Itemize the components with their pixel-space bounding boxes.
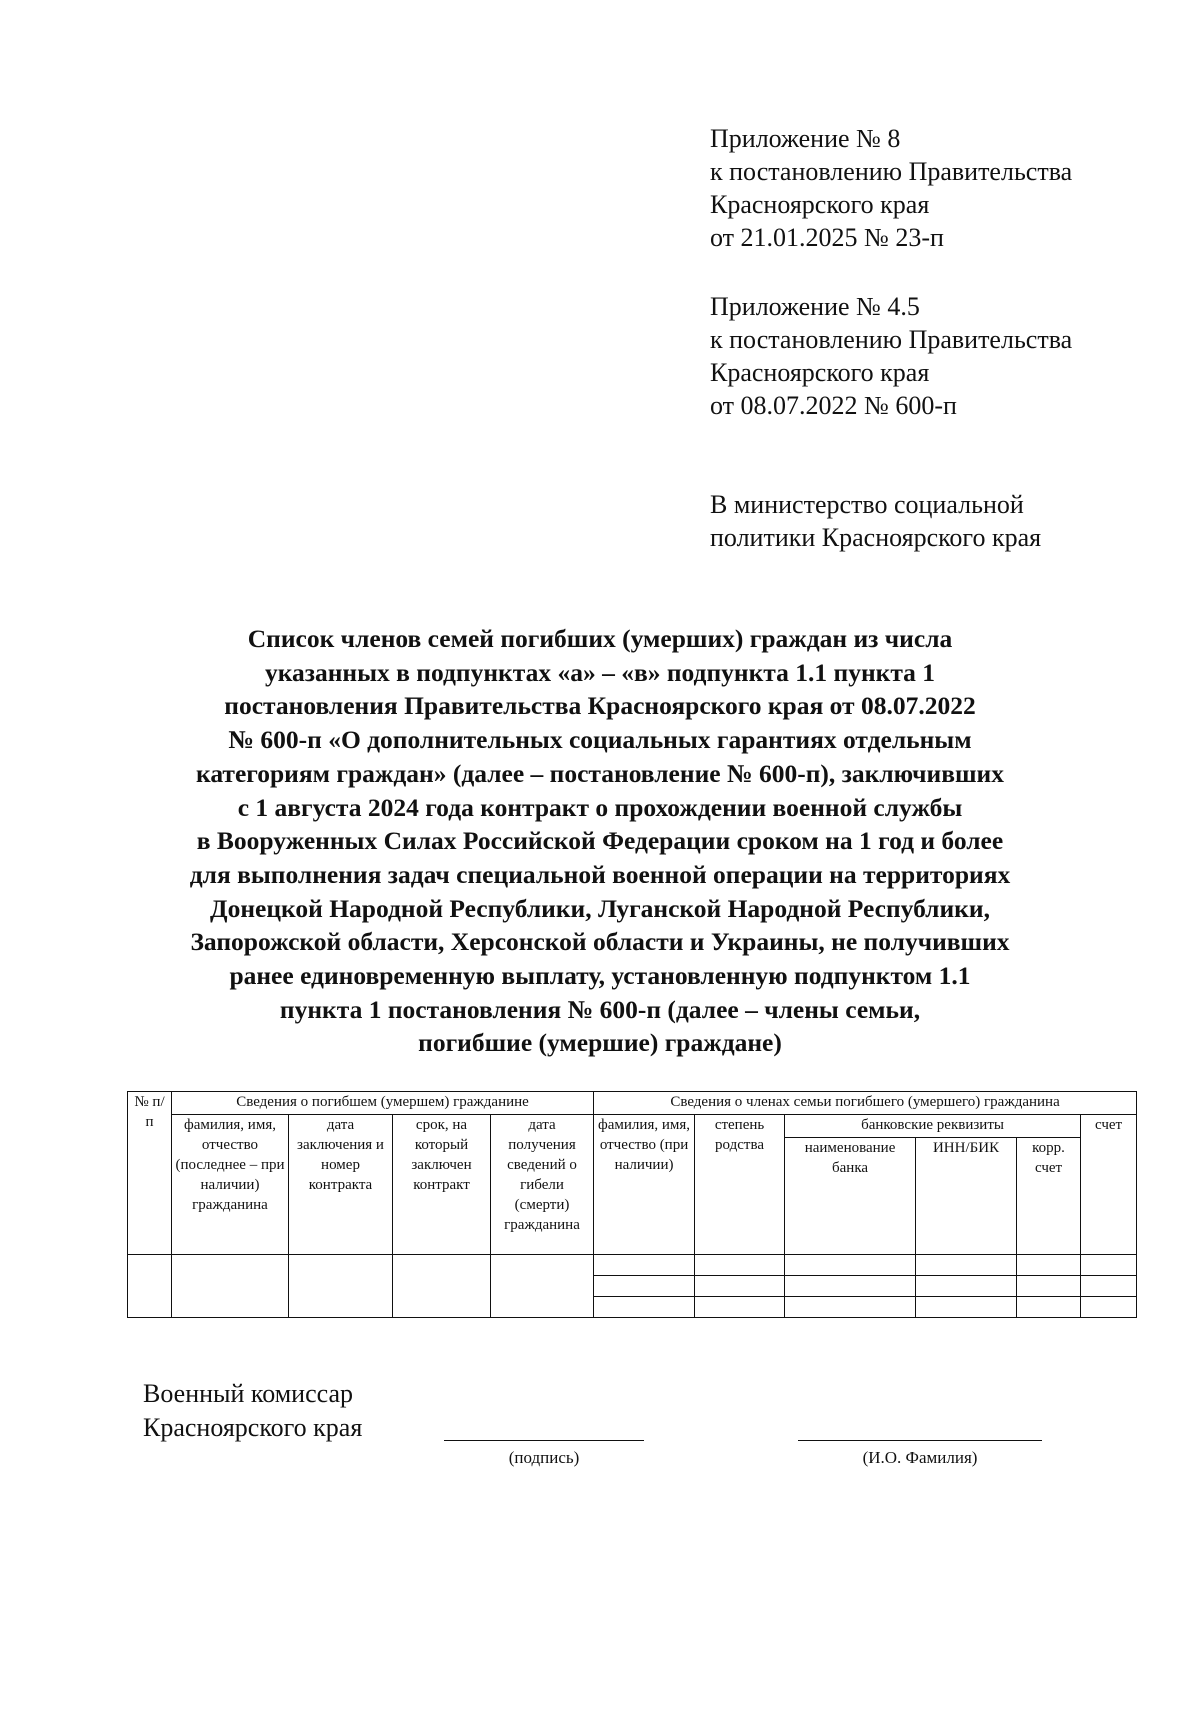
document-title xyxy=(120,622,1080,1060)
title-line: указанных в подпунктах «а» – «в» подпункта 1.1 пункта 1 xyxy=(264,657,936,687)
table-cell xyxy=(1017,1276,1081,1297)
family-members-table xyxy=(127,1091,1137,1318)
appendix-4-5-header xyxy=(710,290,1180,422)
table-cell xyxy=(128,1255,172,1318)
table-cell xyxy=(172,1255,289,1318)
table-cell xyxy=(491,1255,594,1318)
table-cell xyxy=(785,1255,916,1276)
appendix-4-5-line4: от 08.07.2022 № 600-п xyxy=(710,391,957,420)
signature-caption: (подпись) xyxy=(508,1448,580,1467)
table-cell xyxy=(1081,1276,1137,1297)
title-line: категориям граждан» (далее – постановление № 600-п), заключивших xyxy=(196,758,1004,788)
title-line: Запорожской области, Херсонской области и Украины, не получивших xyxy=(190,927,1010,957)
contract-term-header: срок, на который заключен контракт xyxy=(393,1115,491,1255)
recipient-line2: политики Красноярского края xyxy=(710,523,1042,552)
kinship-header: степень родства xyxy=(695,1115,785,1255)
recipient-block xyxy=(710,488,1180,554)
death-info-date-header: дата получения сведений о гибели (смерти) гражданина xyxy=(491,1115,594,1255)
deceased-group-header: Сведения о погибшем (умершем) гражданине xyxy=(172,1092,594,1115)
title-line: для выполнения задач специальной военной операции на территориях xyxy=(189,859,1011,889)
appendix-8-line1: Приложение № 8 xyxy=(710,124,901,153)
title-line: в Вооруженных Силах Российской Федерации сроком на 1 год и более xyxy=(196,826,1004,856)
table-cell xyxy=(695,1297,785,1318)
table-cell xyxy=(1081,1297,1137,1318)
name-line xyxy=(798,1440,1042,1441)
appendix-8-header xyxy=(710,122,1180,254)
table-cell xyxy=(1017,1255,1081,1276)
table-cell xyxy=(916,1297,1017,1318)
table-cell xyxy=(594,1255,695,1276)
table-cell xyxy=(785,1297,916,1318)
table-cell xyxy=(594,1297,695,1318)
corr-account-header: корр. счет xyxy=(1017,1138,1081,1255)
table-cell xyxy=(916,1276,1017,1297)
appendix-8-line3: Красноярского края xyxy=(710,190,930,219)
table-cell xyxy=(594,1276,695,1297)
title-line: погибшие (умершие) граждане) xyxy=(418,1028,782,1058)
table-cell xyxy=(695,1276,785,1297)
signature-line xyxy=(444,1440,644,1441)
table-cell xyxy=(916,1255,1017,1276)
appendix-8-line4: от 21.01.2025 № 23-п xyxy=(710,223,944,252)
title-line: Донецкой Народной Республики, Луганской Народной Республики, xyxy=(210,893,990,923)
title-line: постановления Правительства Красноярского края от 08.07.2022 xyxy=(224,691,976,721)
title-line: ранее единовременную выплату, установленную подпунктом 1.1 xyxy=(229,961,971,991)
table-cell xyxy=(289,1255,393,1318)
bank-name-header: наименование банка xyxy=(785,1138,916,1255)
appendix-4-5-line1: Приложение № 4.5 xyxy=(710,292,920,321)
table-cell xyxy=(1081,1255,1137,1276)
appendix-4-5-line3: Красноярского края xyxy=(710,358,930,387)
signatory-position xyxy=(143,1377,362,1445)
col-number-header: № п/п xyxy=(128,1092,172,1255)
title-line: с 1 августа 2024 года контракт о прохождении военной службы xyxy=(237,792,963,822)
deceased-name-header: фамилия, имя, отчество (последнее – при наличии) гражданина xyxy=(172,1115,289,1255)
title-line: № 600-п «О дополнительных социальных гарантиях отдельным xyxy=(228,725,972,755)
title-line: Список членов семей погибших (умерших) граждан из числа xyxy=(247,624,953,653)
table-cell xyxy=(393,1255,491,1318)
signatory-line2: Красноярского края xyxy=(143,1413,363,1442)
family-name-header: фамилия, имя, отчество (при наличии) xyxy=(594,1115,695,1255)
inn-bik-header: ИНН/БИК xyxy=(916,1138,1017,1255)
signatory-line1: Военный комиссар xyxy=(143,1379,354,1408)
appendix-4-5-line2: к постановлению Правительства xyxy=(710,325,1073,354)
family-group-header: Сведения о членах семьи погибшего (умершего) гражданина xyxy=(594,1092,1137,1115)
bank-details-header: банковские реквизиты xyxy=(785,1115,1081,1138)
appendix-8-line2: к постановлению Правительства xyxy=(710,157,1073,186)
table-cell xyxy=(695,1255,785,1276)
contract-date-header: дата заключения и номер контракта xyxy=(289,1115,393,1255)
table-cell xyxy=(1017,1297,1081,1318)
title-line: пункта 1 постановления № 600-п (далее – члены семьи, xyxy=(279,994,921,1024)
account-header: счет xyxy=(1081,1115,1137,1255)
table-cell xyxy=(785,1276,916,1297)
name-caption: (И.О. Фамилия) xyxy=(862,1448,978,1467)
recipient-line1: В министерство социальной xyxy=(710,490,1024,519)
